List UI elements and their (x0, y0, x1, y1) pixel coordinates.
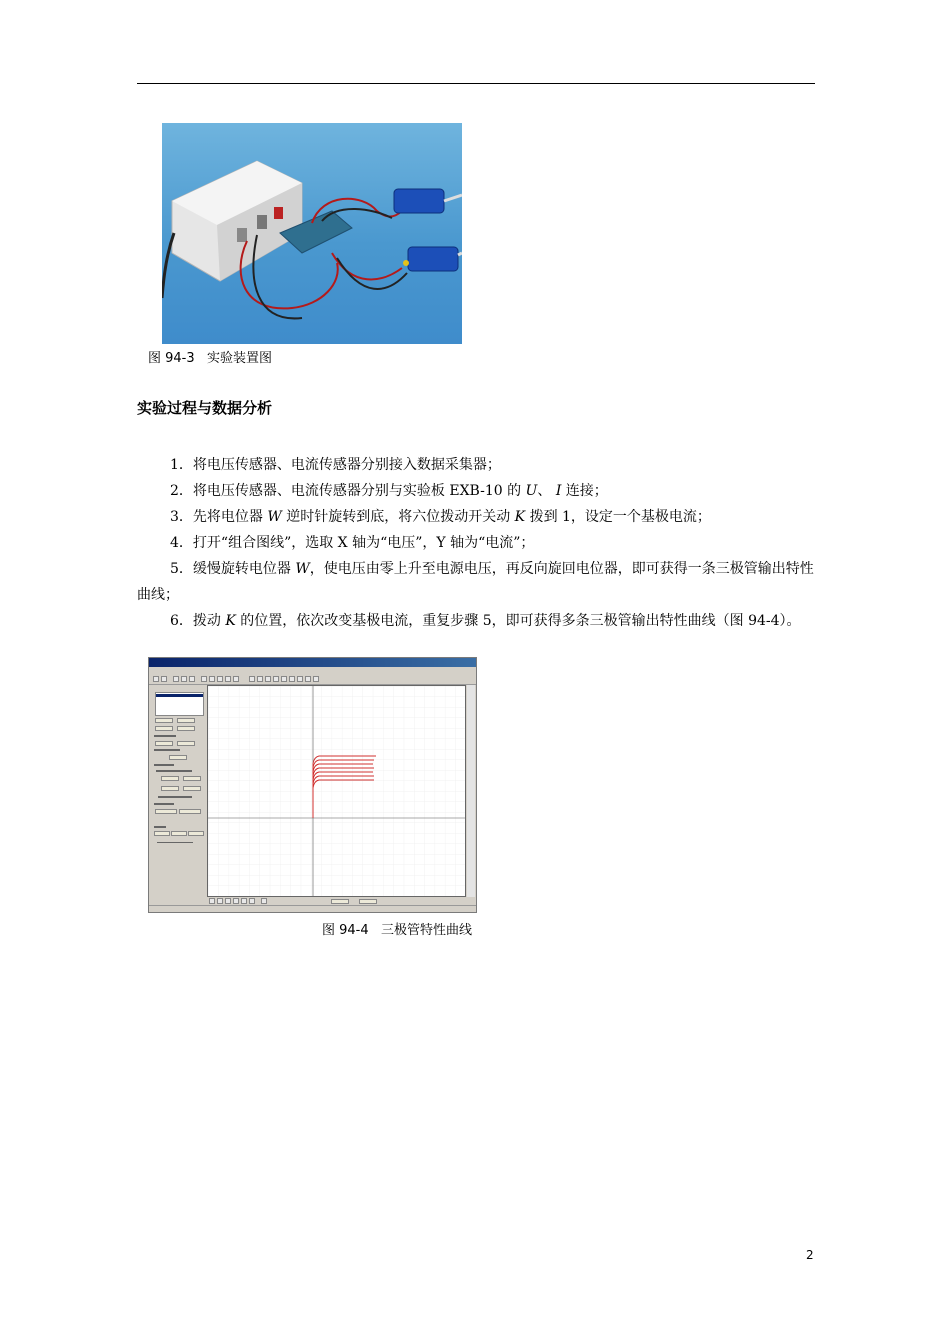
page-number: 2 (806, 1248, 814, 1262)
toolbar-button (273, 676, 279, 682)
step-5: 5．缓慢旋转电位器 W，使电压由零上升至电源电压，再反向旋回电位器，即可获得一条三极管输出特性曲线； (137, 561, 814, 603)
toolbar-button (233, 676, 239, 682)
panel-button (177, 741, 195, 746)
step-6: 6．拨动 K 的位置，依次改变基极电流，重复步骤 5，即可获得多条三极管输出特性曲线（图 94-4）。 (170, 613, 801, 629)
toolbar-button (265, 676, 271, 682)
panel-button (171, 831, 187, 836)
toolbar-button (257, 676, 263, 682)
procedure-steps (137, 452, 815, 634)
apparatus-photo (162, 123, 462, 344)
toolbar-button (201, 676, 207, 682)
panel-button (155, 718, 173, 723)
figure-caption-94-4: 图 94-4 三极管特性曲线 (322, 923, 473, 938)
panel-button (161, 786, 179, 791)
control-panel (151, 685, 206, 905)
toolbar-button (161, 676, 167, 682)
toolbar-button (209, 676, 215, 682)
toolbar-button (189, 676, 195, 682)
toolbar-button (217, 676, 223, 682)
panel-button (155, 726, 173, 731)
panel-button (154, 831, 170, 836)
figure-caption-94-3: 图 94-3 实验装置图 (148, 351, 273, 366)
toolbar-button (313, 676, 319, 682)
panel-button (155, 741, 173, 746)
panel-button (169, 755, 187, 760)
panel-button (183, 786, 201, 791)
panel-button (177, 718, 195, 723)
status-bar (149, 905, 476, 912)
section-heading: 实验过程与数据分析 (137, 399, 273, 417)
toolbar-button (249, 676, 255, 682)
header-rule (137, 83, 815, 84)
toolbar-button (289, 676, 295, 682)
right-panel (467, 685, 475, 897)
toolbar-button (173, 676, 179, 682)
step-1: 1．将电压传感器、电流传感器分别接入数据采集器； (170, 457, 501, 473)
panel-button (177, 726, 195, 731)
panel-button (155, 809, 177, 814)
curve-plot-svg (208, 686, 465, 896)
step-4: 4．打开“组合图线”，选取 X 轴为“电压”，Y 轴为“电流”； (170, 535, 535, 551)
step-3: 3．先将电位器 W 逆时针旋转到底，将六位拨动开关动 K 拨到 1，设定一个基极电流； (170, 509, 711, 525)
panel-button (161, 776, 179, 781)
toolbar-button (305, 676, 311, 682)
toolbar-button (181, 676, 187, 682)
window-title-bar (149, 658, 476, 667)
step-2: 2．将电压传感器、电流传感器分别与实验板 EXB-10 的 U、 I 连接； (170, 483, 608, 499)
curve-plot (207, 685, 466, 897)
software-screenshot (148, 657, 477, 913)
toolbar-button (225, 676, 231, 682)
toolbar-button (153, 676, 159, 682)
curve-list (155, 692, 204, 716)
toolbar (149, 674, 476, 685)
toolbar-button (297, 676, 303, 682)
panel-button (188, 831, 204, 836)
panel-button (183, 776, 201, 781)
panel-button (179, 809, 201, 814)
toolbar-button (281, 676, 287, 682)
menu-bar (149, 667, 476, 674)
